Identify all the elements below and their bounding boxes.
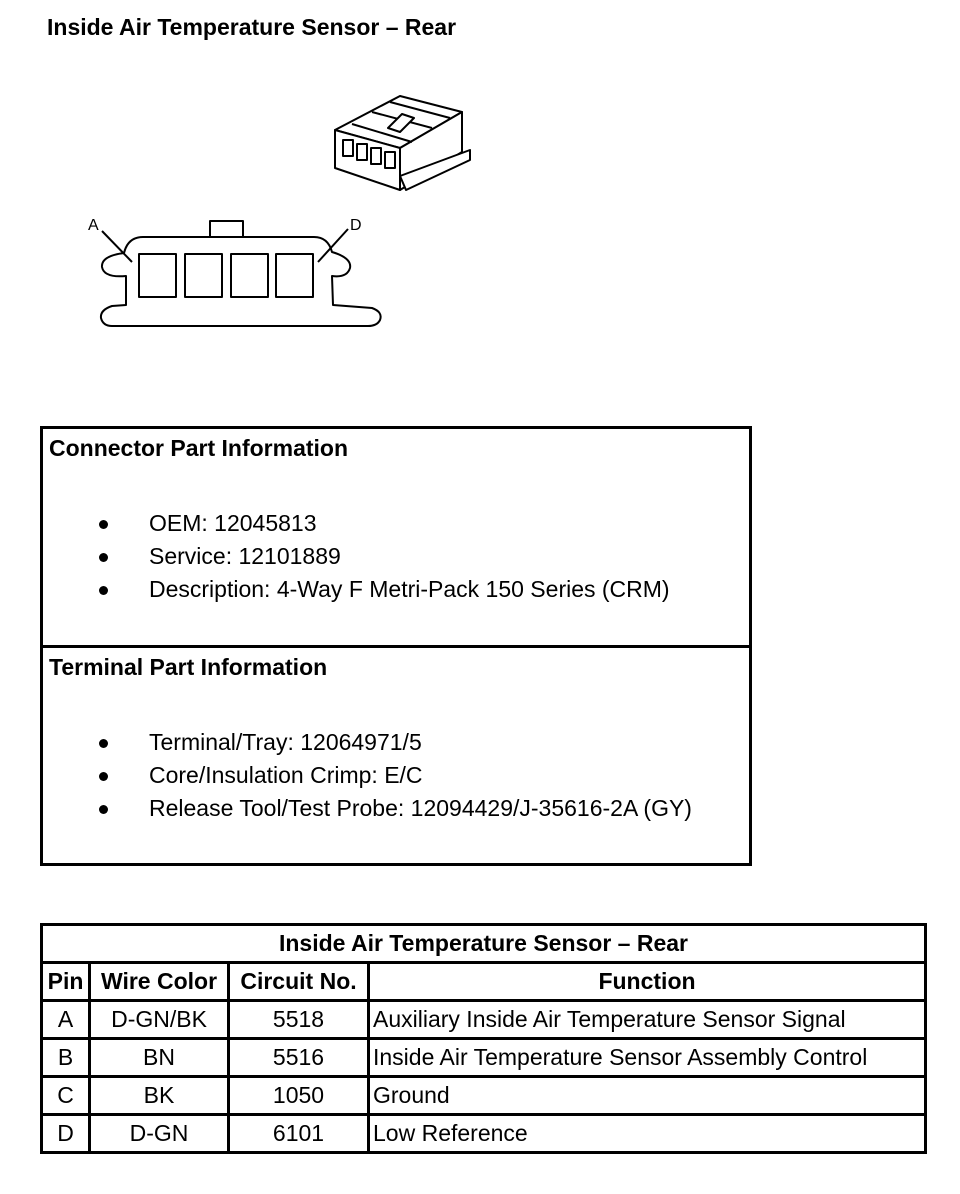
table-header-row: [42, 963, 926, 1001]
circuit-cell: 5516: [229, 1039, 369, 1077]
list-item: Terminal/Tray: 12064971/5: [99, 726, 692, 759]
table-title: Inside Air Temperature Sensor – Rear: [42, 925, 926, 963]
connector-diagram: [0, 0, 960, 400]
list-item: OEM: 12045813: [99, 507, 670, 540]
table-row: [42, 1115, 926, 1153]
cavity-b: [185, 254, 222, 297]
bullet-icon: [99, 553, 108, 562]
pin-cell: A: [42, 1001, 90, 1039]
pin-cell: C: [42, 1077, 90, 1115]
pin-d-callout: D: [350, 217, 362, 234]
bullet-icon: [99, 520, 108, 529]
function-cell: Auxiliary Inside Air Temperature Sensor Signal: [369, 1001, 926, 1039]
pin-cell: B: [42, 1039, 90, 1077]
wire-color-cell: D-GN/BK: [90, 1001, 229, 1039]
column-header: Wire Color: [90, 963, 229, 1001]
terminal-info-list: [99, 726, 692, 825]
column-header: Function: [369, 963, 926, 1001]
terminal-section-heading: Terminal Part Information: [49, 654, 328, 680]
cavity-a: [139, 254, 176, 297]
wire-color-cell: BK: [90, 1077, 229, 1115]
list-item: Description: 4-Way F Metri-Pack 150 Series (CRM): [99, 573, 670, 606]
function-cell: Low Reference: [369, 1115, 926, 1153]
connector-isometric-illustration: [335, 96, 470, 190]
bullet-icon: [99, 739, 108, 748]
list-item: Release Tool/Test Probe: 12094429/J-35616-2A (GY): [99, 792, 692, 825]
wire-color-cell: BN: [90, 1039, 229, 1077]
list-item: Service: 12101889: [99, 540, 670, 573]
column-header: Pin: [42, 963, 90, 1001]
table-row: [42, 1039, 926, 1077]
function-cell: Inside Air Temperature Sensor Assembly Control: [369, 1039, 926, 1077]
circuit-cell: 6101: [229, 1115, 369, 1153]
bullet-icon: [99, 805, 108, 814]
wire-color-cell: D-GN: [90, 1115, 229, 1153]
connector-face-view: [101, 221, 381, 326]
column-header: Circuit No.: [229, 963, 369, 1001]
function-cell: Ground: [369, 1077, 926, 1115]
circuit-cell: 5518: [229, 1001, 369, 1039]
cavity-d: [276, 254, 313, 297]
connector-info-list: [99, 507, 670, 606]
connector-section-heading: Connector Part Information: [49, 435, 349, 461]
connector-part-information: [43, 429, 749, 648]
part-information-box: [40, 426, 752, 866]
pin-cell: D: [42, 1115, 90, 1153]
table-row: [42, 1077, 926, 1115]
list-item: Core/Insulation Crimp: E/C: [99, 759, 692, 792]
bullet-icon: [99, 772, 108, 781]
bullet-icon: [99, 586, 108, 595]
pin-a-callout: A: [88, 217, 99, 234]
terminal-part-information: [43, 648, 749, 860]
page-title: Inside Air Temperature Sensor – Rear: [47, 14, 457, 40]
pin-table: [40, 923, 927, 1154]
circuit-cell: 1050: [229, 1077, 369, 1115]
table-row: [42, 1001, 926, 1039]
cavity-c: [231, 254, 268, 297]
